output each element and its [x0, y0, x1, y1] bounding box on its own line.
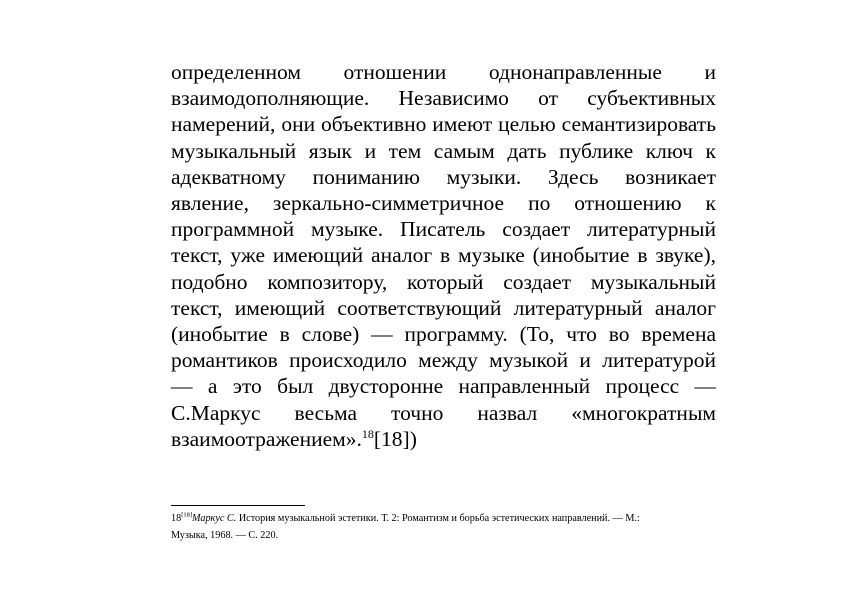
paragraph-line: — а это был двусторонне направленный процесс — [171, 374, 716, 399]
paragraph-line: музыкальный язык и тем самым дать публике ключ к [171, 138, 716, 163]
paragraph-line: текст, уже имеющий аналог в музыке (инобытие в звуке), [171, 243, 716, 268]
paragraph-line: романтиков происходило между музыкой и литературой [171, 348, 716, 373]
footnote-author: Маркус С. [192, 513, 237, 524]
paragraph-line: взаимодополняющие. Независимо от субъективных [171, 86, 716, 111]
paragraph-last-line-text: взаимоотражением». [171, 426, 362, 451]
paragraph-last-line [171, 426, 716, 452]
footnote-line-1 [171, 510, 716, 527]
paragraph-line: С.Маркус весьма точно назвал «многократным [171, 400, 716, 425]
footnote-number: 18 [171, 513, 182, 524]
paragraph-line: (инобытие в слове) — программу. (То, что во времена [171, 322, 716, 347]
paragraph-line: явление, зеркально-симметричное по отношению к [171, 191, 716, 216]
paragraph-line: намерений, они объективно имеют целью семантизировать [171, 112, 716, 137]
footnote-reference-marker[interactable]: 18 [361, 426, 374, 441]
footnote [171, 510, 716, 544]
main-paragraph [171, 59, 716, 452]
footnote-citation: История музыкальной эстетики. Т. 2: Романтизм и борьба эстетических направлений. — М.: [236, 513, 640, 524]
paragraph-line: текст, имеющий соответствующий литературный аналог [171, 295, 716, 320]
paragraph-line: программной музыке. Писатель создает литературный [171, 217, 716, 242]
paragraph-line: подобно композитору, который создает музыкальный [171, 269, 716, 294]
footnote-sup-marker: [18] [181, 511, 193, 519]
footnote-separator [171, 505, 305, 506]
paragraph-line: адекватному пониманию музыки. Здесь возникает [171, 164, 716, 189]
paragraph-last-line-tail: [18]) [373, 426, 417, 451]
paragraph-line: определенном отношении однонаправленные и [171, 60, 716, 84]
footnote-line-2: Музыка, 1968. — С. 220. [171, 530, 279, 541]
